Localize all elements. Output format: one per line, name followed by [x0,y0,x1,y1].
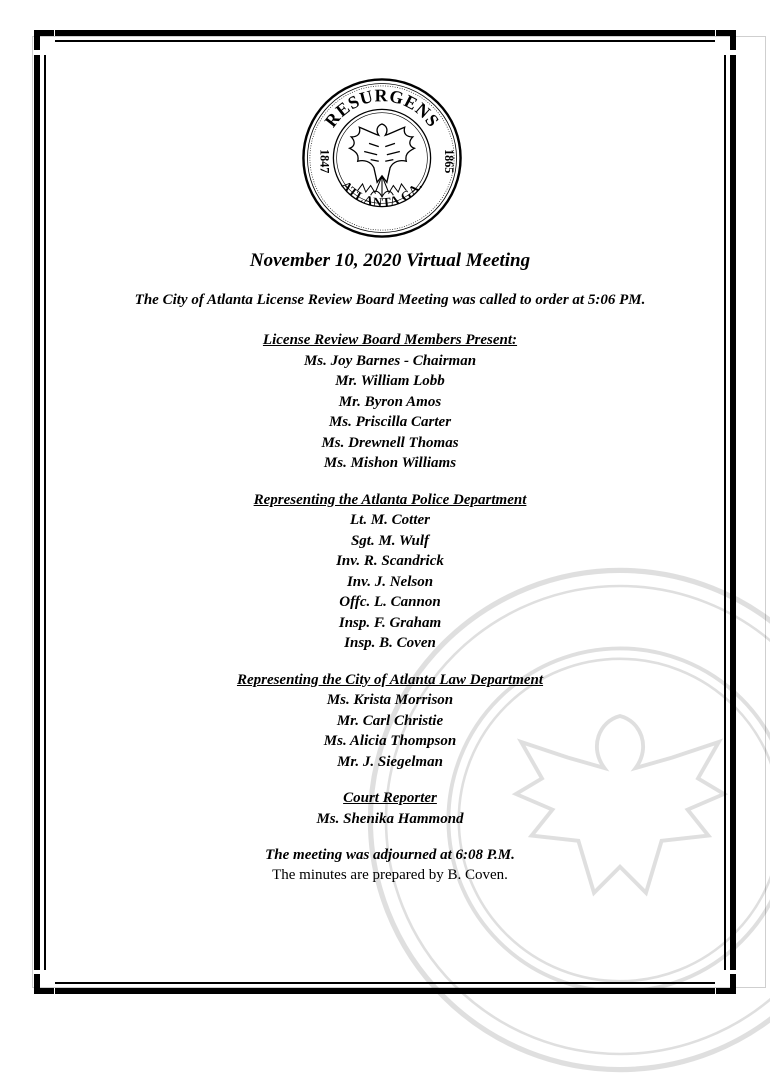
attendee-name: Mr. Carl Christie [336,712,444,729]
attendee-name: Ms. Mishon Williams [323,455,457,471]
seal-left-year: 1847 [317,149,332,174]
section-heading: License Review Board Members Present: [262,332,518,348]
attendee-name: Offc. L. Cannon [339,594,441,610]
section-heading: Representing the City of Atlanta Law Department [236,671,544,688]
meeting-title: November 10, 2020 Virtual Meeting [249,250,531,271]
adjourned-statement: The meeting was adjourned at 6:08 P.M. [265,847,515,863]
prepared-by: The minutes are prepared by B. Coven. [272,867,508,883]
section-heading: Representing the Atlanta Police Department [253,491,527,508]
attendee-name: Inv. R. Scandrick [336,553,444,569]
attendee-name: Lt. M. Cotter [349,512,430,528]
minutes-body [50,248,730,885]
attendee-name: Sgt. M. Wulf [350,532,430,549]
attendee-name: Inv. J. Nelson [346,573,434,590]
attendee-name: Ms. Joy Barnes - Chairman [303,352,477,369]
attendee-name: Mr. William Lobb [335,373,445,389]
attendee-name: Mr. Byron Amos [338,393,442,410]
city-seal [300,77,464,239]
seal-top-text: RESURGENS [320,85,444,131]
section-court-reporter [50,788,730,829]
section-law-department [50,670,730,773]
attendee-name: Ms. Krista Morrison [326,692,454,708]
attendee-name: Ms. Shenika Hammond [316,810,464,827]
seal-right-year: 1865 [442,149,457,174]
call-to-order: The City of Atlanta License Review Board Meeting was called to order at 5:06 PM. [134,292,646,308]
section-board-members [50,330,730,474]
seal-bottom-text: ATLANTA GA. [338,177,426,210]
attendee-name: Ms. Alicia Thompson [323,733,457,749]
attendee-name: Insp. F. Graham [338,614,442,631]
section-police-department [50,490,730,654]
section-heading: Court Reporter [343,790,437,806]
attendee-name: Mr. J. Siegelman [337,753,443,770]
attendee-name: Ms. Drewnell Thomas [321,434,459,451]
attendee-name: Insp. B. Coven [344,635,436,651]
attendee-name: Ms. Priscilla Carter [328,414,452,430]
